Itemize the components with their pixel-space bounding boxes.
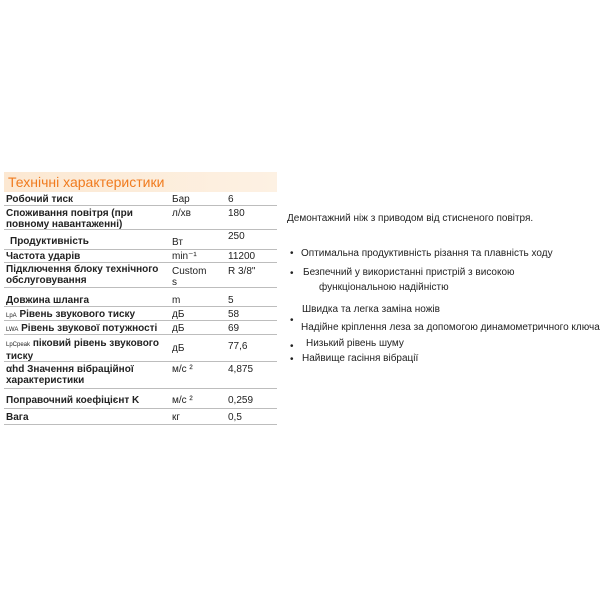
spec-value: 5 [228, 295, 234, 306]
spec-value: 0,259 [228, 395, 254, 406]
spec-name: Поправочний коефіцієнт K [6, 395, 140, 406]
feature-item: Низький рівень шуму [306, 338, 404, 349]
spec-name: Споживання повітря (при повному навантаженні) [6, 208, 133, 230]
bullet-icon: • [290, 341, 294, 352]
spec-row-sound-power [4, 321, 277, 335]
feature-item: Безпечний у використанні пристрій з високою [303, 267, 515, 278]
spec-name: Частота ударів [6, 251, 81, 262]
spec-unit: дБ [172, 323, 185, 334]
spec-unit: Вт [172, 237, 183, 248]
specs-title: Технічні характеристики [4, 172, 277, 192]
bullet-icon: • [290, 354, 294, 365]
spec-row-weight [4, 409, 277, 425]
spec-unit: m [172, 295, 181, 306]
spec-unit: min⁻¹ [172, 251, 197, 262]
spec-row-correction-factor [4, 389, 277, 409]
spec-unit: м/с ² [172, 395, 193, 406]
spec-prefix: LWA [6, 327, 19, 333]
feature-item: функціональною надійністю [319, 282, 449, 293]
spec-value: 250 [228, 231, 245, 242]
spec-prefix: LpCpeak [6, 342, 31, 348]
spec-row-service-unit [4, 263, 277, 288]
spec-row-sound-pressure [4, 307, 277, 321]
spec-value: R 3/8" [228, 266, 256, 277]
spec-row-vibration [4, 362, 277, 389]
spec-row-working-pressure [4, 192, 277, 206]
spec-unit: кг [172, 412, 181, 423]
spec-name-text: Рівень звукової потужності [21, 323, 158, 334]
spec-value: 58 [228, 309, 240, 320]
spec-row-power [4, 230, 277, 250]
spec-name: Підключення блоку технічного обслуговування [6, 264, 159, 286]
spec-row-peak-sound [4, 335, 277, 362]
spec-row-stroke-rate [4, 250, 277, 263]
spec-value: 180 [228, 208, 245, 219]
spec-row-air-consumption [4, 206, 277, 230]
bullet-icon: • [290, 268, 294, 279]
spec-name: Продуктивність [10, 236, 89, 247]
spec-unit: м/с ² [172, 364, 193, 375]
spec-name: Довжина шланга [6, 295, 90, 306]
product-description: Демонтажний ніж з приводом від стисненого повітря. [287, 213, 534, 224]
spec-prefix: LpA [6, 313, 17, 319]
spec-unit: Custom s [172, 266, 207, 288]
spec-unit: Бар [172, 194, 190, 205]
spec-value: 11200 [228, 251, 256, 262]
spec-name-text: Рівень звукового тиску [19, 309, 136, 320]
spec-value: 4,875 [228, 364, 254, 375]
spec-value: 77,6 [228, 341, 248, 352]
spec-value: 69 [228, 323, 240, 334]
feature-item: Оптимальна продуктивність різання та плавність ходу [301, 248, 553, 259]
spec-name [6, 338, 168, 362]
spec-value: 6 [228, 194, 234, 205]
feature-item: Надійне кріплення леза за допомогою динамометричного ключа [301, 322, 600, 333]
spec-name: Робочий тиск [6, 194, 74, 205]
spec-name-text: піковий рівень звукового тиску [6, 338, 159, 362]
spec-row-hose-length [4, 288, 277, 307]
feature-item: Швидка та легка заміна ножів [302, 304, 440, 315]
spec-unit: дБ [172, 343, 185, 354]
bullet-icon: • [290, 315, 294, 326]
spec-name: Вага [6, 412, 29, 423]
spec-value: 0,5 [228, 412, 242, 423]
spec-unit: л/хв [172, 208, 191, 219]
bullet-icon: • [290, 248, 294, 259]
spec-name: αhd Значення вібраційної характеристики [6, 364, 134, 386]
feature-item: Найвище гасіння вібрації [302, 353, 419, 364]
spec-unit: дБ [172, 309, 185, 320]
